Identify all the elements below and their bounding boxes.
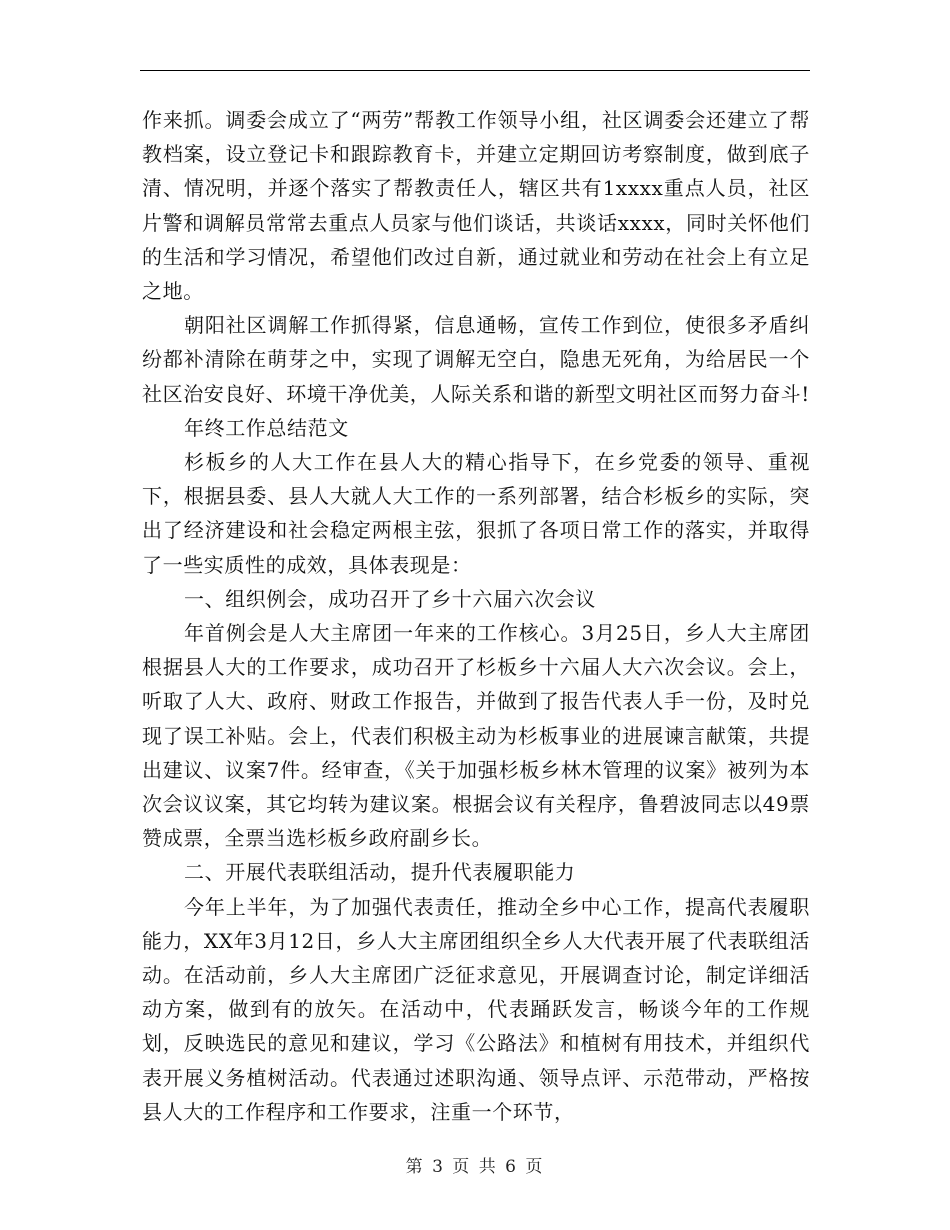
paragraph: 杉板乡的人大工作在县人大的精心指导下，在乡党委的领导、重视下，根据县委、县人大就人大工作的一系列部署，结合杉板乡的实际，突出了经济建设和社会稳定两根主弦，狠抓了各项日常工作的落实，并取得了一些实质性的成效，具体表现是： [142, 450, 810, 577]
paragraph: 年首例会是人大主席团一年来的工作核心。3月25日，乡人大主席团根据县人大的工作要求，成功召开了杉板乡十六届人大六次会议。会上，听取了人大、政府、财政工作报告，并做到了报告代表人手一份，及时兑现了误工补贴。会上，代表们积极主动为杉板事业的进展谏言献策，共提出建议、议案7件。经审查，《关于加强杉板乡林木管理的议案》被列为本次会议议案，其它均转为建议案。根据会议有关程序，鲁碧波同志以49票赞成票，全票当选杉板乡政府副乡长。 [142, 621, 810, 851]
section-heading: 一、组织例会，成功召开了乡十六届六次会议 [184, 586, 596, 611]
section-heading: 二、开展代表联组活动，提升代表履职能力 [184, 860, 576, 885]
header-rule [140, 70, 810, 71]
paragraph: 今年上半年，为了加强代表责任，推动全乡中心工作，提高代表履职能力，XX年3月12日，乡人大主席团组织全乡人大代表开展了代表联组活动。在活动前，乡人大主席团广泛征求意见，开展调查讨论，制定详细活动方案，做到有的放矢。在活动中，代表踊跃发言，畅谈今年的工作规划，反映选民的意见和建议，学习《公路法》和植树有用技术，并组织代表开展义务植树活动。代表通过述职沟通、领导点评、示范带动，严格按县人大的工作程序和工作要求，注重一个环节， [142, 894, 810, 1124]
section-title: 年终工作总结范文 [184, 415, 349, 440]
page-footer: 第 3 页 共 6 页 [405, 1157, 545, 1177]
paragraph: 作来抓。调委会成立了“两劳”帮教工作领导小组，社区调委会还建立了帮教档案，设立登记卡和跟踪教育卡，并建立定期回访考察制度，做到底子清、情况明，并逐个落实了帮教责任人，辖区共有1xxxx重点人员，社区片警和调解员常常去重点人员家与他们谈话，共谈话xxxx，同时关怀他们的生活和学习情况，希望他们改过自新，通过就业和劳动在社会上有立足之地。 [142, 108, 810, 304]
document-body [142, 103, 810, 1129]
paragraph: 朝阳社区调解工作抓得紧，信息通畅，宣传工作到位，使很多矛盾纠纷都补清除在萌芽之中，实现了调解无空白，隐患无死角，为给居民一个社区治安良好、环境干净优美，人际关系和谐的新型文明社区而努力奋斗! [142, 313, 810, 406]
